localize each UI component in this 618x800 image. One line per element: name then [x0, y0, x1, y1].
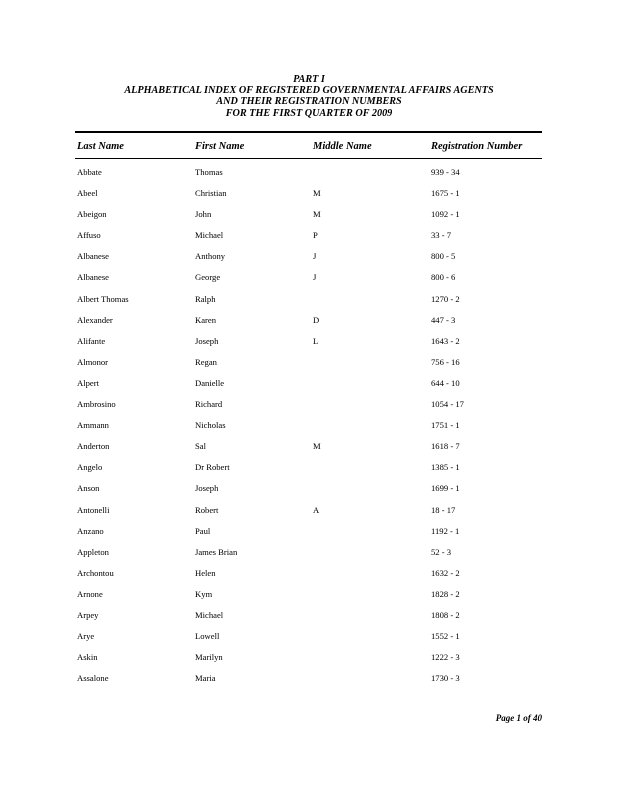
cell-last-name: Anzano [77, 525, 104, 536]
table-row [0, 589, 618, 610]
cell-registration-number: 1385 - 1 [431, 462, 460, 473]
header-title: ALPHABETICAL INDEX OF REGISTERED GOVERNMENTAL AFFAIRS AGENTS [124, 85, 494, 97]
cell-registration-number: 1751 - 1 [431, 420, 460, 431]
cell-last-name: Abbate [77, 167, 102, 177]
header-rule [75, 131, 542, 133]
cell-last-name: Alexander [77, 314, 113, 325]
cell-registration-number: 756 - 16 [431, 356, 460, 367]
header-subtitle: AND THEIR REGISTRATION NUMBERS [216, 96, 402, 108]
cell-middle-name: D [313, 314, 320, 325]
table-header [0, 141, 618, 155]
column-header-first-name: First Name [195, 141, 245, 152]
cell-registration-number: 1270 - 2 [431, 293, 460, 304]
cell-last-name: Alpert [77, 377, 99, 388]
cell-first-name: Anthony [195, 251, 226, 262]
table-row [0, 357, 618, 378]
table-row [0, 420, 618, 441]
table-row [0, 673, 618, 694]
cell-last-name: Affuso [77, 230, 101, 241]
cell-last-name: Askin [77, 652, 98, 663]
table-row [0, 547, 618, 568]
cell-last-name: Anson [77, 483, 100, 494]
cell-registration-number: 1828 - 2 [431, 588, 460, 599]
cell-registration-number: 33 - 7 [431, 230, 452, 241]
table-row [0, 526, 618, 547]
cell-registration-number: 1632 - 2 [431, 567, 460, 578]
table-row [0, 251, 618, 272]
cell-middle-name: J [313, 251, 317, 262]
cell-last-name: Almonor [77, 356, 109, 367]
cell-registration-number: 1675 - 1 [431, 188, 460, 199]
cell-last-name: Anderton [77, 441, 110, 452]
table-row [0, 462, 618, 483]
cell-registration-number: 1643 - 2 [431, 335, 460, 346]
cell-first-name: Ralph [195, 293, 216, 304]
table-row [0, 294, 618, 315]
cell-first-name: Maria [195, 673, 216, 684]
cell-last-name: Archontou [77, 567, 114, 578]
table-row [0, 336, 618, 357]
document-header [0, 74, 618, 119]
cell-last-name: Albanese [77, 251, 109, 262]
cell-middle-name: M [313, 188, 321, 199]
column-header-registration-number: Registration Number [431, 141, 523, 152]
table-row [0, 209, 618, 230]
table-header-rule [75, 158, 542, 159]
cell-first-name: James Brian [195, 546, 238, 557]
table-row [0, 652, 618, 673]
cell-first-name: Danielle [195, 377, 225, 388]
cell-registration-number: 1699 - 1 [431, 483, 460, 494]
cell-first-name: Dr Robert [195, 462, 230, 473]
table-row [0, 230, 618, 251]
cell-first-name: Karen [195, 314, 216, 325]
cell-last-name: Ammann [77, 420, 109, 431]
table-row [0, 315, 618, 336]
table-row [0, 378, 618, 399]
table-row [0, 399, 618, 420]
cell-first-name: Michael [195, 230, 224, 241]
cell-last-name: Abeigon [77, 209, 107, 220]
cell-middle-name: P [313, 230, 318, 241]
cell-last-name: Arye [77, 631, 95, 642]
cell-middle-name: M [313, 441, 321, 452]
cell-first-name: Sal [195, 441, 206, 452]
cell-registration-number: 1192 - 1 [431, 525, 460, 536]
header-part: PART I [293, 74, 325, 85]
cell-first-name: Michael [195, 609, 224, 620]
cell-last-name: Angelo [77, 462, 103, 473]
cell-last-name: Ambrosino [77, 399, 116, 410]
cell-first-name: Robert [195, 504, 219, 515]
cell-first-name: Regan [195, 356, 217, 367]
table-row [0, 568, 618, 589]
table-body [0, 167, 618, 694]
cell-last-name: Arnone [77, 588, 103, 599]
page-number: Page 1 of 40 [495, 713, 542, 723]
cell-first-name: Marilyn [195, 652, 223, 663]
table-row [0, 188, 618, 209]
column-header-last-name: Last Name [77, 141, 124, 152]
table-row [0, 441, 618, 462]
cell-first-name: Richard [195, 399, 223, 410]
cell-registration-number: 1222 - 3 [431, 652, 460, 663]
cell-first-name: John [195, 209, 212, 220]
cell-first-name: Helen [195, 567, 216, 578]
cell-last-name: Appleton [77, 546, 109, 557]
cell-middle-name: A [313, 504, 320, 515]
table-row [0, 505, 618, 526]
header-period: FOR THE FIRST QUARTER OF 2009 [225, 107, 393, 119]
cell-last-name: Assalone [77, 673, 109, 684]
cell-last-name: Abeel [77, 188, 98, 199]
cell-first-name: Paul [195, 525, 211, 536]
cell-first-name: Nicholas [195, 420, 226, 431]
cell-first-name: Lowell [195, 631, 220, 642]
table-row [0, 272, 618, 293]
cell-last-name: Arpey [77, 609, 99, 620]
cell-registration-number: 1808 - 2 [431, 609, 460, 620]
cell-last-name: Albanese [77, 272, 109, 283]
cell-middle-name: J [313, 272, 317, 283]
cell-registration-number: 447 - 3 [431, 314, 456, 325]
cell-registration-number: 1552 - 1 [431, 631, 460, 642]
table-row [0, 483, 618, 504]
cell-registration-number: 939 - 34 [431, 167, 460, 177]
cell-registration-number: 1730 - 3 [431, 673, 460, 684]
cell-first-name: George [195, 272, 221, 283]
cell-middle-name: M [313, 209, 321, 220]
cell-first-name: Christian [195, 188, 227, 199]
cell-last-name: Albert Thomas [77, 293, 129, 304]
cell-last-name: Antonelli [77, 504, 110, 515]
cell-middle-name: L [313, 335, 319, 346]
cell-registration-number: 18 - 17 [431, 504, 456, 515]
cell-last-name: Alifante [77, 335, 106, 346]
table-row [0, 631, 618, 652]
table-row [0, 167, 618, 188]
cell-registration-number: 644 - 10 [431, 377, 460, 388]
cell-registration-number: 800 - 5 [431, 251, 456, 262]
cell-registration-number: 1054 - 17 [431, 399, 464, 410]
cell-registration-number: 1092 - 1 [431, 209, 460, 220]
cell-first-name: Thomas [195, 167, 223, 177]
cell-first-name: Joseph [195, 335, 219, 346]
cell-first-name: Kym [195, 588, 213, 599]
table-row [0, 610, 618, 631]
column-header-middle-name: Middle Name [313, 141, 372, 152]
cell-registration-number: 1618 - 7 [431, 441, 460, 452]
cell-registration-number: 800 - 6 [431, 272, 456, 283]
cell-first-name: Joseph [195, 483, 219, 494]
cell-registration-number: 52 - 3 [431, 546, 452, 557]
